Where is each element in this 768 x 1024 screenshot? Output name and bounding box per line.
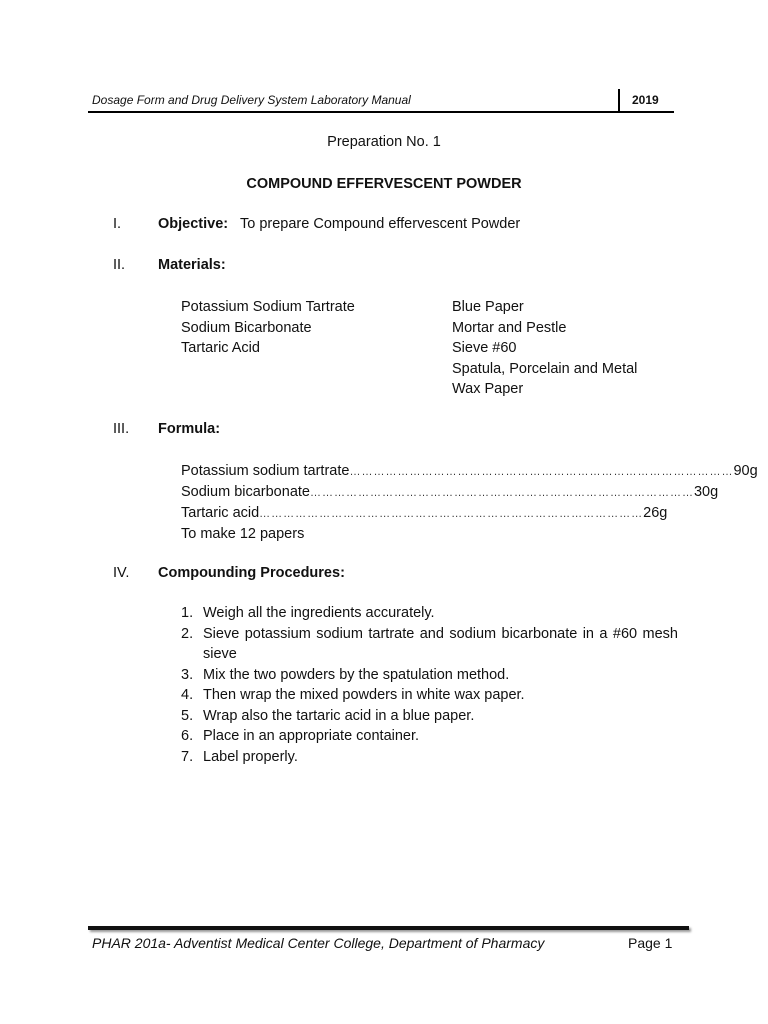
material-item: Potassium Sodium Tartrate: [181, 299, 355, 315]
header-title: Dosage Form and Drug Delivery System Laboratory Manual: [92, 93, 411, 107]
section-procedures-numeral: IV.: [113, 565, 130, 581]
leader-dots: ……………………………………………………………………………………: [259, 508, 644, 520]
material-item: Blue Paper: [452, 299, 524, 315]
formula-amount: 26g: [643, 505, 668, 521]
header-divider: [618, 89, 620, 113]
formula-row: [181, 482, 719, 503]
step-number: 2.: [181, 625, 194, 642]
formula-ingredient: Potassium sodium tartrate: [181, 463, 350, 479]
material-item: Spatula, Porcelain and Metal: [452, 360, 638, 377]
page-number: Page 1: [628, 935, 673, 951]
step-number: 1.: [181, 605, 194, 621]
material-item: Wax Paper: [452, 381, 524, 398]
procedure-step: [181, 726, 678, 747]
step-number: 3.: [181, 666, 194, 683]
material-item: Sieve #60: [452, 340, 517, 357]
preparation-number: Preparation No. 1: [327, 134, 441, 150]
procedure-step: [181, 747, 678, 768]
formula-row: [181, 461, 758, 482]
procedure-step: [181, 603, 678, 624]
material-item: Mortar and Pestle: [452, 319, 567, 336]
procedure-step: [181, 665, 678, 686]
procedure-step: [181, 685, 678, 706]
section-objective-heading: Objective:: [158, 216, 229, 232]
step-text: Label properly.: [203, 748, 298, 765]
material-item: Tartaric Acid: [181, 340, 260, 357]
leader-dots: ……………………………………………………………………………………: [349, 466, 734, 478]
formula-row: [181, 503, 668, 524]
formula-table: [181, 461, 758, 545]
step-text: Sieve potassium sodium tartrate and sodium bicarbonate in a #60 mesh sieve: [203, 625, 678, 662]
document-title: COMPOUND EFFERVESCENT POWDER: [246, 176, 522, 192]
footer-rule: [88, 926, 689, 930]
procedure-step: [181, 706, 678, 727]
step-number: 6.: [181, 728, 194, 744]
formula-amount: 30g: [693, 484, 719, 500]
footer-text: PHAR 201a- Adventist Medical Center College, Department of Pharmacy: [92, 935, 545, 951]
step-text: Wrap also the tartaric acid in a blue paper.: [203, 707, 475, 724]
header-year: 2019: [632, 93, 659, 107]
objective-text: To prepare Compound effervescent Powder: [240, 216, 521, 232]
section-materials-heading: Materials:: [158, 257, 226, 273]
leader-dots: ……………………………………………………………………………………: [309, 487, 694, 499]
section-procedures-heading: Compounding Procedures:: [158, 565, 345, 581]
step-text: Weigh all the ingredients accurately.: [203, 605, 435, 621]
section-formula-heading: Formula:: [158, 421, 221, 437]
step-text: Mix the two powders by the spatulation method.: [203, 666, 510, 683]
step-number: 4.: [181, 687, 194, 703]
section-objective-numeral: I.: [113, 216, 122, 232]
section-formula-numeral: III.: [113, 421, 130, 437]
materials-list-equipment: [452, 297, 637, 400]
header-rule: [88, 111, 674, 113]
formula-ingredient: Sodium bicarbonate: [181, 484, 310, 500]
step-text: Then wrap the mixed powders in white wax paper.: [203, 687, 525, 703]
step-number: 5.: [181, 707, 194, 724]
formula-note: To make 12 papers: [181, 526, 305, 542]
materials-list-chemicals: [181, 297, 355, 359]
section-materials-numeral: II.: [113, 257, 126, 273]
step-number: 7.: [181, 748, 194, 765]
procedure-list: [181, 603, 678, 767]
formula-ingredient: Tartaric acid: [181, 505, 260, 521]
material-item: Sodium Bicarbonate: [181, 319, 312, 336]
procedure-step: [181, 624, 678, 665]
formula-amount: 90g: [733, 463, 758, 479]
step-text: Place in an appropriate container.: [203, 728, 420, 744]
